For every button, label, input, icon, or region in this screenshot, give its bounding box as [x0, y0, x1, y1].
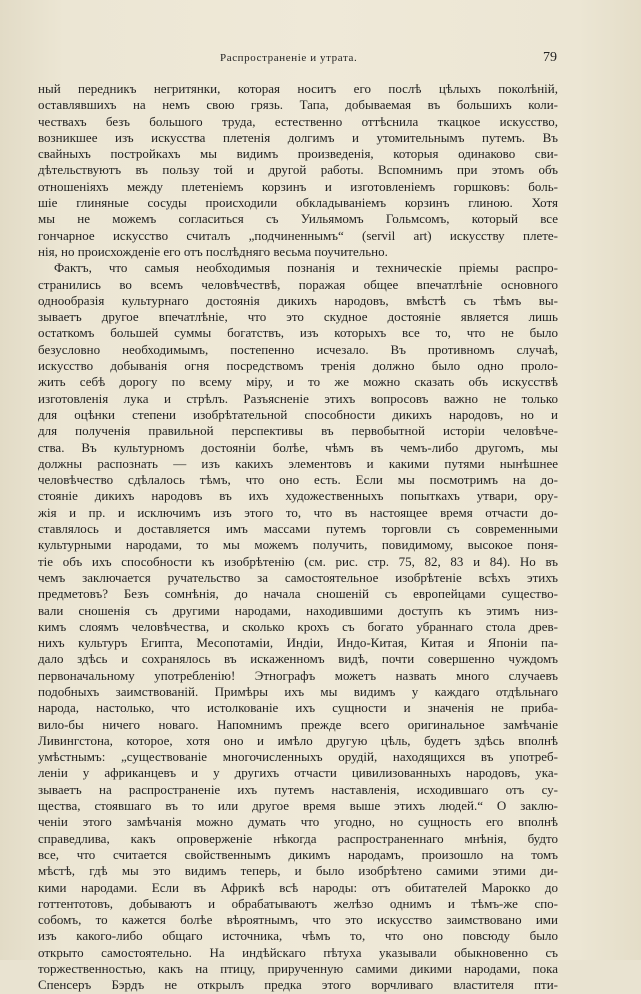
text-line: безусловно необходимымъ, постепенно исчезало. Въ противномъ случаѣ, — [38, 341, 558, 357]
text-line: странились во всемъ человѣчествѣ, поражая общее впечатлѣніе основного — [38, 276, 558, 292]
text-line: зываетъ другое впечатлѣніе, что это скудное достояніе является лишь — [38, 309, 558, 325]
text-line: первоначальному употребленію! Этнографъ можетъ назвать много случаевъ — [38, 667, 558, 683]
text-line: мѣстѣ, гдѣ мы это видимъ теперь, и было изобрѣтено самими этими ди- — [38, 863, 558, 879]
text-line: собомъ, то кажется болѣе вѣроятнымъ, что это искусство заимствовано ими — [38, 912, 558, 928]
text-line: Фактъ, что самыя необходимыя познанія и техническіе пріемы распро- — [54, 260, 558, 276]
running-head — [0, 50, 641, 70]
text-line: отношеніяхъ между плетеніемъ корзинъ и изготовленіемъ горшковъ: боль- — [38, 178, 558, 194]
text-line: возникшее изъ искусства плетенія долгимъ и утомительнымъ путемъ. Въ — [38, 129, 558, 145]
text-line: ный передникъ негритянки, которая носитъ его послѣ цѣлыхъ поколѣній, — [38, 81, 558, 96]
text-line: умѣстнымъ: „существованіе многочисленныхъ орудій, находящихся въ употреб- — [38, 749, 558, 765]
text-line: торжественностью, какъ на птицу, прирученную самими дикими народами, пока — [38, 961, 558, 977]
text-line: зываетъ на распространеніе ихъ путемъ наставленія, исходившаго отъ су- — [38, 781, 558, 797]
text-line: должны распознать — изъ какихъ элементовъ и какими путями нынѣшнее — [38, 455, 558, 471]
text-line: щества, стоявшаго въ то или другое время выше этихъ людей.“ О заклю- — [38, 798, 558, 814]
text-line: остаткомъ большей суммы богатствъ, изъ которыхъ все то, что не было — [38, 325, 558, 341]
text-line: кими народами. Если въ Африкѣ всѣ народы: отъ обитателей Марокко до — [38, 879, 558, 895]
text-line: ставлялось и доставляется имъ массами путемъ торговли съ современными — [38, 521, 558, 537]
text-line: свайныхъ постройкахъ мы видимъ произведенія, которыя одинаково сви- — [38, 146, 558, 162]
text-line: стояніе дикихъ народовъ въ ихъ художественныхъ попыткахъ утвари, ору- — [38, 488, 558, 504]
text-line: нихъ культуръ Египта, Месопотаміи, Индіи, Индо-Китая, Китая и Японіи па- — [38, 635, 558, 651]
text-line: кимъ слоямъ человѣчества, и сколько крохъ съ богато убраннаго стола древ- — [38, 618, 558, 634]
text-line: предметовъ? Безъ сомнѣнія, до начала сношеній съ европейцами существо- — [38, 586, 558, 602]
text-line: культурными народами, то мы можемъ получить, повидимому, высокое поня- — [38, 537, 558, 553]
text-line: готтентотовъ, добываютъ и обрабатываютъ желѣзо однимъ и тѣмъ-же спо- — [38, 895, 558, 911]
text-line: жить себѣ дорогу по всему міру, и то же можно сказать объ искусствѣ — [38, 374, 558, 390]
text-line: Спенсеръ Бэрдъ не открылъ предка этого ворчливаго властителя пти- — [38, 977, 558, 993]
text-line: открыто самостоятельно. На индѣйскаго пѣтуха указывали обыкновенно съ — [38, 944, 558, 960]
text-line: изъ какого-либо общаго источника, чѣмъ то, что оно повсюду было — [38, 928, 558, 944]
text-line: леніи у африканцевъ и у другихъ отчасти цивилизованныхъ народовъ, ука- — [38, 765, 558, 781]
text-line: оставлявшихъ на немъ свою грязь. Тапа, добываемая въ большихъ коли- — [38, 97, 558, 113]
text-line: жія и пр. и исключимъ изъ этого то, что въ настоящее время отчасти до- — [38, 504, 558, 520]
text-line: подобныхъ заимствованій. Примѣры ихъ мы видимъ у каждаго отдѣльнаго — [38, 683, 558, 699]
text-line: для полученія правильной перспективы въ первобытной исторіи человѣче- — [38, 423, 558, 439]
text-line: шіе глиняные сосуды происходили обкладываніемъ корзинъ глиною. Хотя — [38, 195, 558, 211]
text-line: вали сношенія съ другими народами, находившими доступъ къ этимъ низ- — [38, 602, 558, 618]
text-line: Ливингстона, которое, хотя оно и имѣло другую цѣль, будетъ здѣсь вполнѣ — [38, 732, 558, 748]
text-line: дѣтельствуютъ въ пользу той и другой работы. Вспомнимъ при этомъ объ — [38, 162, 558, 178]
text-line: все, что считается свойственнымъ дикимъ народамъ, произошло на томъ — [38, 846, 558, 862]
text-line: искусство добыванія огня посредствомъ тренія должно было одно проло- — [38, 358, 558, 374]
text-line: чествахъ безъ большого труда, естественно оттѣснила ткацкое искусство, — [38, 113, 558, 129]
text-line: однообразія культурнаго достоянія дикихъ народовъ, вмѣстѣ съ тѣмъ вы- — [38, 292, 558, 308]
text-line: тіе объ ихъ способности къ изобрѣтенію (см. рис. стр. 75, 82, 83 и 84). Но въ — [38, 553, 558, 569]
text-line: ства. Въ культурномъ достояніи болѣе, чѣмъ въ чемъ-либо другомъ, мы — [38, 439, 558, 455]
text-line: изготовленія лука и стрѣлъ. Разъясненіе этихъ вопросовъ важно не только — [38, 390, 558, 406]
text-line: нія, но происхожденіе его отъ послѣдняго весьма поучительно. — [38, 243, 388, 259]
text-line: гончарное искусство считалъ „подчиненнымъ“ (servil art) искусству плете- — [38, 227, 558, 243]
text-line: для оцѣнки степени изобрѣтательной способности дикихъ народовъ, но и — [38, 406, 558, 422]
text-line: мы не можемъ согласиться съ Уильямомъ Гольмсомъ, который все — [38, 211, 558, 227]
text-line: человѣчество сдѣлалось тѣмъ, что оно есть. Если мы посмотримъ на до- — [38, 472, 558, 488]
text-line: ченіи этого замѣчанія можно думать что угодно, но сущность его вполнѣ — [38, 814, 558, 830]
body-text — [38, 81, 558, 994]
text-line: справедлива, какъ опроверженіе нѣкогда распространеннаго мнѣнія, будто — [38, 830, 558, 846]
page-number: 79 — [543, 50, 557, 65]
text-line: дало здѣсь и сохранялось въ искаженномъ видѣ, почти совершенно чуждомъ — [38, 651, 558, 667]
running-head-title: Распространеніе и утрата. — [220, 52, 358, 64]
text-line: чемъ заключается ручательство за самостоятельное изобрѣтеніе всѣхъ этихъ — [38, 569, 558, 585]
text-line: народа, настолько, что истолкованіе ихъ сущности и значенія не приба- — [38, 700, 558, 716]
text-line: вило-бы ничего новаго. Напомнимъ прежде всего оригинальное замѣчаніе — [38, 716, 558, 732]
